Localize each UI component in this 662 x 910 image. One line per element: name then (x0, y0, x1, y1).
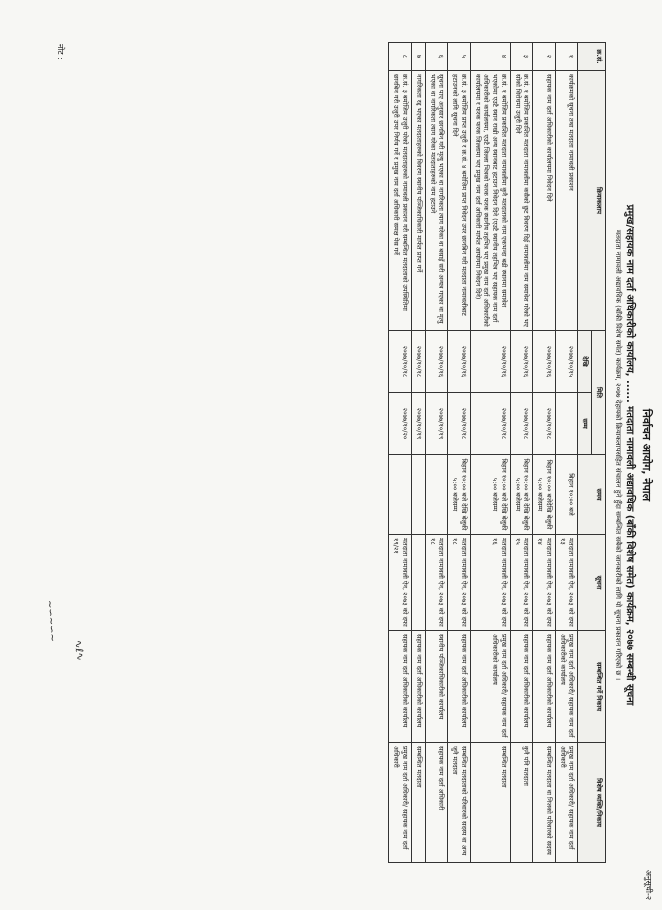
cell-sn: ८ (389, 43, 412, 71)
cell-activity: सूचना पाए अनुसार छानबिन गरी मृत्यु भएका वा नागरिकता त्याग गरेका वा बसाइँ सरी अन्यत्र गएका वा मृत्यु भएका वा नागरिकता त्याग गरेका मतदाताहरुको नाम हटाउने (425, 71, 448, 331)
cell-end: २०७७/१०/१८ (448, 393, 471, 455)
cell-office: सहायक नाम दर्ता अधिकारीको कार्यालय (448, 631, 471, 743)
table-row (425, 43, 448, 863)
cell-start: २०७७/१०/१६ (448, 331, 471, 393)
cell-activity: कार्यक्रमको सूचना तथा मतदाता नामावली प्रकाशन (555, 71, 578, 331)
cell-office: सहायक नाम दर्ता अधिकारीको कार्यालय (389, 631, 412, 743)
cell-office: प्रमुख नाम दर्ता अधिकारी/ सहायक नाम दर्ता अधिकारीको कार्यालय (470, 631, 510, 743)
col-header-office: सम्बन्धित गर्ने निकाय (578, 631, 606, 743)
cell-end: २०७७/१०/१९ (411, 393, 425, 455)
signature-scribble-2: ~∽~∽~ (43, 599, 58, 643)
cell-sn: २ (533, 43, 556, 71)
cell-end: २०७७/१०/१८ (510, 393, 533, 455)
table-row (411, 43, 425, 863)
col-header-time: समय (578, 455, 606, 535)
cell-activity: नागरिकता रद्द भएका मतदाताहरुको विवरण स्थानीय पञ्जिकाधिकारी मार्फत प्राप्त गर्ने (411, 71, 425, 331)
cell-remarks: सम्बन्धित मतदाता (411, 743, 425, 863)
cell-office: सहायक नाम दर्ता अधिकारीको कार्यालय (510, 631, 533, 743)
cell-ref: मतदाता नामावली ऐन, २०७३ को दफा १५ (510, 535, 533, 631)
col-header-remarks: विशेष व्यक्ति/निकाय (578, 743, 606, 863)
cell-time: बिहान १०:०० बजे (555, 455, 578, 535)
cell-time (425, 455, 448, 535)
cell-remarks: सहायक नाम दर्ता अधिकारी (425, 743, 448, 863)
cell-sn: ३ (510, 43, 533, 71)
cell-office: प्रमुख नाम दर्ता अधिकारी/ सहायक नाम दर्ता अधिकारीको कार्यालय (555, 631, 578, 743)
cell-time: बिहान १०:०० बजे देखि बेलुकी ५:०० बजेसम्म (470, 455, 510, 535)
cell-remarks: सम्बन्धित मतदाता वा निजको परिवारको सदस्य (533, 743, 556, 863)
cell-start: २०७७/१०/१६ (510, 331, 533, 393)
cell-time: बिहान १०:०० बजे देखि बेलुकी ५:०० बजेसम्म (448, 455, 471, 535)
cell-sn: ४ (470, 43, 510, 71)
col-header-start: देखि (578, 331, 592, 393)
col-header-ref: सूचना (578, 535, 606, 631)
cell-end: २०७७/१०/२० (389, 393, 412, 455)
cell-ref: मतदाता नामावली ऐन, २०७३ को दफा १८ (425, 535, 448, 631)
cell-activity: क्र.सं. १ बमोजिम प्रकाशित मतदाता नामावलीमा कसैको छुट विवरण दिई नामावलीमा नाम समावेश गरेको भए सोको विरोधमा उजुरी दिने (510, 71, 533, 331)
cell-activity: सहायक नाम दर्ता अधिकारीको कार्यालयमा निवेदन दिने (533, 71, 556, 331)
cell-sn: १ (555, 43, 578, 71)
cell-start: २०७७/१०/१६ (425, 331, 448, 393)
cell-remarks: सम्बन्धित मतदाता (470, 743, 510, 863)
notice-title: प्रमुख/सहायक नाम दर्ता अधिकारीको कार्यालय, ...... मतदाता नामावली अद्यावधिक (बाँकी विशेष समेत) कार्यक्रम, २०७७ सम्बन्धी सूचना (624, 204, 635, 706)
cell-sn: ६ (425, 43, 448, 71)
cell-end: २०७७/१०/१८ (470, 393, 510, 455)
cell-end (555, 393, 578, 455)
cell-start: २०७७/१०/१५ (555, 331, 578, 393)
col-header-sn: क्र.सं. (578, 43, 606, 71)
cell-end: २०७७/१०/१९ (425, 393, 448, 455)
cell-time: बिहान १०:०० बजे देखि बेलुकी ५:०० बजेसम्म (510, 455, 533, 535)
col-header-date: मिति (592, 331, 606, 455)
cell-ref: मतदाता नामावली ऐन, २०७३ को दफा १४ (533, 535, 556, 631)
cell-office: सहायक नाम दर्ता अधिकारीको कार्यालय (533, 631, 556, 743)
annex-label: अनुसूची-२ (644, 869, 653, 900)
cell-start: २०७७/१०/१६ (533, 331, 556, 393)
col-header-activity: क्रियाकलाप (578, 71, 606, 331)
table-row (389, 43, 412, 863)
cell-start: २०७७/१०/१८ (389, 331, 412, 393)
cell-time (389, 455, 412, 535)
cell-office: स्थानीय पञ्जिकाधिकारीको कार्यालय (425, 631, 448, 743)
cell-ref: मतदाता नामावली ऐन, २०७३ को दफा १९/२१ (389, 535, 412, 631)
cell-sn: ५ (448, 43, 471, 71)
cell-remarks: कुनै पनि मतदाता (510, 743, 533, 863)
cell-ref (411, 535, 425, 631)
cell-sn: ७ (411, 43, 425, 71)
cell-ref: मतदाता नामावली ऐन, २०७३ को दफा १६ (470, 535, 510, 631)
table-header-row (592, 43, 606, 863)
cell-office: सहायक नाम दर्ता अधिकारीको कार्यालय (411, 631, 425, 743)
cell-activity: क्र.सं. ३ बमोजिम प्राप्त उजुरी र क्र.सं. ४ बमोजिम प्राप्त निवेदन उपर छानबिन गरी मतदाता नामावलीबाट हटाउनको लागि सूचना दिने (448, 71, 471, 331)
cell-end: २०७७/१०/१८ (533, 393, 556, 455)
cell-remarks: प्रमुख नाम दर्ता अधिकारी/ सहायक नाम दर्ता अधिकारी (555, 743, 578, 863)
schedule-table (388, 42, 606, 863)
cell-remarks: प्रमुख नाम दर्ता अधिकारी/ सहायक नाम दर्ता अधिकारी (389, 743, 412, 863)
table-row (510, 43, 533, 863)
cell-activity: क्र.सं. १ बमोजिम प्रकाशित मतदाता नामावलीमा कुनै मतदाताको नाम एकभन्दा बढी स्थानमा समावेश भएकोमा एउटै स्थान राखी अन्य स्थानबाट हटाउन निवेदन दिने (एउटै स्थानीय तहभित्र भए सहायक नाम दर्ता अधिकारीको कार्यालयमा, एउटै जिल्ला भित्रको फरक फरक स्थानीय तहभित्र भए प्रमुख नाम दर्ता अधिकारीको कार्यालयमा र फरक फरक जिल्लामा भए प्रमुख नाम दर्ता अधिकारी मार्फत आयोगमा निवेदन दिने) (470, 71, 510, 331)
cell-ref: मतदाता नामावली ऐन, २०७३ को दफा १३ (555, 535, 578, 631)
signature-scribble: ∿ℓ∿ (71, 639, 86, 662)
cell-start: २०७७/१०/१६ (470, 331, 510, 393)
table-row (555, 43, 578, 863)
org-heading: निर्वाचन आयोग, नेपाल (640, 408, 653, 502)
cell-time (411, 455, 425, 535)
col-header-end: सम्म (578, 393, 592, 455)
table-row (448, 43, 471, 863)
notice-subtitle: मतदाता नामावली अद्यावधिक (बाँकी विशेष समेत) कार्यक्रम, २०७७ देहायको क्रियाकलापसहित संचालन हुने हुँदा सम्बन्धित सबैको जानकारीको लागि यो सूचना प्रकाशन गरिएको छ । (614, 229, 622, 681)
table-row (533, 43, 556, 863)
cell-time: बिहान १०:०० बजेदेखि बेलुकी ५:०० बजेसम्म (533, 455, 556, 535)
table-row (470, 43, 510, 863)
cell-remarks: सम्बन्धित मतदाताको परिवारको सदस्य वा अन्य जुनै मतदाता (448, 743, 471, 863)
cell-start: २०७७/१०/१८ (411, 331, 425, 393)
cell-activity: क्र.सं. ३ बमोजिम उजुरी परेको मतदाताहरुको नामावली प्रकाशन गरी सम्बन्धित मतदाताको उपस्थितिमा छानबिन गरी उजुरी उपर निर्णय गर्ने र प्रमुख नाम दर्ता अधिकारी समक्ष पेस गर्ने (389, 71, 412, 331)
footer-note: नोट : (56, 44, 65, 60)
cell-ref: मतदाता नामावली ऐन, २०७३ को दफा १८ (448, 535, 471, 631)
